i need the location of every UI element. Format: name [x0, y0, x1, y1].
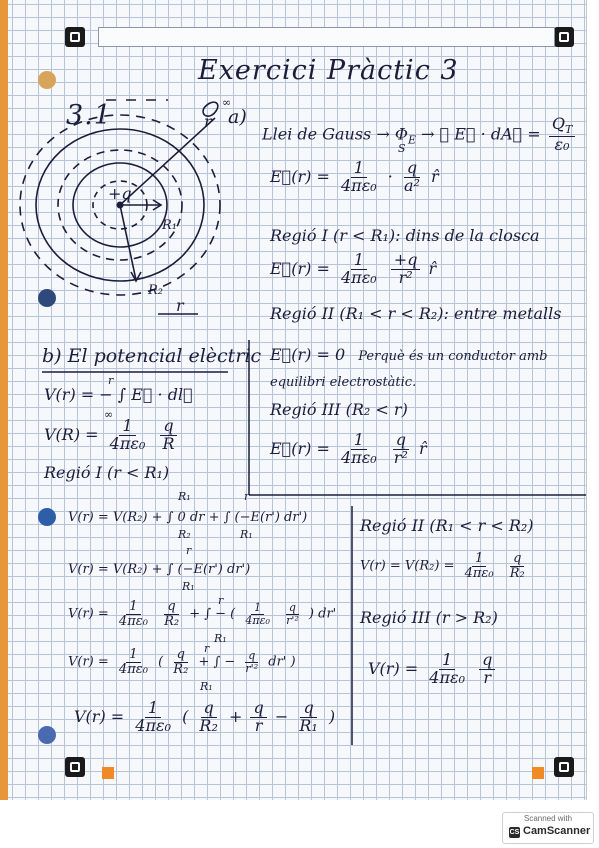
camscanner-name: CamScanner	[523, 825, 591, 837]
part-a-region2-equation	[270, 345, 547, 364]
region3-charge-fraction	[391, 432, 411, 467]
r1-line1-upper1: R₁	[178, 490, 191, 503]
r1-line2-lower: R₁	[182, 580, 195, 593]
r1-line4-charge-num: q	[174, 648, 188, 663]
gauss-arrow: →	[421, 124, 435, 144]
region2-note1: Perquè és un conductor amb	[358, 349, 548, 364]
r1-line1-lower2: R₁	[240, 528, 253, 541]
r1-line5-minus: −	[274, 706, 289, 726]
region1-charge-den: r²	[398, 267, 413, 287]
r1-line3-inner-constant	[242, 602, 273, 626]
r1-line4-lhs: V(r) =	[68, 654, 109, 670]
potential-at-R	[44, 418, 181, 453]
gauss-rhs-fraction	[549, 116, 575, 154]
r1-line4-inner-num: q	[245, 650, 258, 663]
r1-line5-plus: +	[228, 706, 243, 726]
r1-line4-constant	[116, 648, 151, 676]
r1-line5-term-b	[250, 700, 266, 735]
r3-charge	[479, 652, 495, 687]
region1-charge-num: +q	[391, 252, 421, 270]
page-title: Exercici Pràctic 3	[198, 55, 459, 86]
region1-lhs: E⃗(r) =	[270, 258, 330, 278]
r1-line3-lhs: V(r) =	[68, 606, 109, 622]
r1-line3-inner-q-den: r'²	[286, 613, 299, 627]
part-b-label: b) El potencial elèctric	[42, 345, 262, 367]
region3-rhat: r̂	[418, 438, 427, 458]
r1-line5-c-den: R₁	[299, 715, 318, 735]
region3-lhs: E⃗(r) =	[270, 438, 330, 458]
r1-line5-b-num: q	[250, 700, 266, 718]
r3-constant-num: 1	[439, 652, 455, 670]
camscanner-logo-icon: CS	[509, 829, 520, 836]
r1-line5-constant-den: 4πε₀	[135, 715, 171, 735]
r2-constant-den: 4πε₀	[464, 565, 494, 581]
r1-line5-lhs: V(r) =	[74, 706, 125, 726]
field-charge-num: q	[404, 160, 420, 178]
r1-line5-constant	[132, 700, 174, 735]
r1-line3	[68, 600, 336, 628]
r1-label: R₁	[162, 218, 177, 233]
vR-charge-den: R	[162, 433, 175, 453]
field-constant-fraction	[338, 160, 380, 195]
vR-lhs: V(R) =	[44, 424, 99, 444]
r1-line3-charge	[161, 600, 182, 628]
field-charge-fraction	[401, 160, 423, 195]
field-lhs: E⃗(r) =	[270, 166, 330, 186]
r1-line3-charge-den: R₂	[164, 613, 180, 629]
part-b-region3-equation	[368, 652, 498, 687]
vR-charge-num: q	[160, 418, 176, 436]
r1-line2: V(r) = V(R₂) + ∫ (−E(r') dr')	[68, 562, 251, 577]
r1-line5-constant-num: 1	[145, 700, 161, 718]
r1-line5-a-den: R₂	[199, 715, 218, 735]
region3-constant-num: 1	[351, 432, 367, 450]
field-constant-num: 1	[351, 160, 367, 178]
r1-line3-inner-charge	[283, 602, 302, 626]
part-b-region2-equation	[360, 552, 531, 580]
part-a-region3-label: Regió III (R₂ < r)	[270, 400, 408, 419]
r2-charge-num: q	[510, 552, 524, 567]
part-a-region1-label: Regió I (r < R₁): dins de la closca	[270, 226, 540, 245]
r1-line4-constant-den: 4πε₀	[118, 661, 148, 677]
r1-line4-open: (	[158, 654, 164, 670]
vR-constant-fraction	[107, 418, 149, 453]
r1-line3-constant-den: 4πε₀	[118, 613, 148, 629]
region2-note2: equilibri electrostàtic.	[270, 375, 417, 390]
gauss-rhs-num-sub: T	[564, 123, 573, 137]
r1-line3-inner-q-num: q	[286, 602, 299, 615]
r1-line2-upper: r	[186, 544, 192, 557]
r2-constant-num: 1	[472, 552, 486, 567]
part-a-region3-equation	[270, 432, 427, 467]
part-b-region2-label: Regió II (R₁ < r < R₂)	[360, 516, 534, 535]
r1-line3-upper: r	[218, 594, 224, 607]
part-a-label: a)	[228, 106, 247, 128]
r2-lhs: V(r) = V(R₂) =	[360, 558, 455, 574]
vR-constant-den: 4πε₀	[109, 433, 146, 453]
notebook-page	[8, 0, 587, 800]
field-constant-den: 4πε₀	[341, 175, 377, 195]
r1-line4	[68, 648, 296, 676]
part-b-region3-label: Regió III (r > R₂)	[360, 608, 498, 627]
gauss-prefix: Llei de Gauss →	[262, 124, 390, 144]
r1-line5-b-den: r	[254, 715, 263, 735]
region3-charge-num: q	[393, 432, 409, 450]
r1-line3-tail: ) dr'	[308, 606, 337, 622]
charge-label: +q	[108, 184, 132, 203]
r1-line4-charge-den: R₂	[173, 661, 189, 677]
r1-line4-integral: + ∫ −	[198, 654, 236, 670]
r1-line1-upper2: r	[244, 490, 250, 503]
r1-line1: V(r) = V(R₂) + ∫ 0 dr + ∫ (−E(r') dr')	[68, 510, 308, 525]
r1-line4-lower: R₁	[200, 680, 213, 693]
r1-line3-constant	[116, 600, 151, 628]
r3-constant	[426, 652, 468, 687]
part-b-region1-label: Regió I (r < R₁)	[44, 463, 170, 482]
r2-constant	[462, 552, 497, 580]
r1-line5-term-a	[196, 700, 220, 735]
r3-constant-den: 4πε₀	[429, 667, 465, 687]
problem-number: 3.1	[66, 100, 112, 131]
field-charge-den: a²	[403, 175, 420, 195]
r1-line5-close: )	[328, 706, 336, 726]
region1-charge-fraction	[391, 252, 421, 287]
r1-line5-open: (	[182, 706, 189, 726]
region1-constant-fraction	[338, 252, 380, 287]
part-a-region2-label: Regió II (R₁ < r < R₂): entre metalls	[270, 304, 562, 323]
region1-constant-num: 1	[351, 252, 367, 270]
r-label: r	[176, 296, 184, 315]
field-equation: E⃗(r) = $\frac{1}{\text{4πε₀}}$ · $\frac{q}{\text{a²}}$ r̂	[270, 158, 439, 195]
r1-line3-inner-num: 1	[251, 602, 264, 615]
def-lhs: V(r) = −	[44, 385, 113, 404]
r1-line4-tail: dr' )	[268, 654, 296, 670]
potential-definition	[44, 385, 193, 404]
r3-charge-den: r	[483, 667, 492, 687]
gauss-integral: ∮ E⃗ · dA⃗ =	[439, 124, 541, 144]
gauss-law-line	[262, 116, 578, 154]
scanned-with-text: Scanned with	[523, 814, 573, 823]
r2-charge	[507, 552, 528, 580]
r-arrow-line	[120, 118, 215, 205]
vR-constant-num: 1	[119, 418, 135, 436]
r1-line5-c-num: q	[300, 700, 316, 718]
vR-charge-fraction	[159, 418, 177, 453]
r3-charge-num: q	[479, 652, 495, 670]
camscanner-badge	[502, 812, 594, 844]
gauss-flux-sub: E	[407, 133, 416, 147]
region1-rhat: r̂	[428, 258, 437, 278]
gauss-rhs-den: ε₀	[554, 134, 570, 154]
region1-constant-den: 4πε₀	[341, 267, 377, 287]
region3-constant-fraction	[338, 432, 380, 467]
r3-lhs: V(r) =	[368, 658, 419, 678]
r1-line1-lower1: R₂	[178, 528, 191, 541]
region3-constant-den: 4πε₀	[341, 447, 377, 467]
r1-line3-inner-den: 4πε₀	[245, 613, 270, 627]
r2-charge-den: R₂	[509, 565, 525, 581]
infinity-label: ∞	[222, 96, 232, 109]
r1-line4-charge	[170, 648, 191, 676]
r1-line5-a-num: q	[201, 700, 217, 718]
r1-line4-constant-num: 1	[126, 648, 140, 663]
part-a-region1-equation	[270, 252, 436, 287]
gauss-flux: Φ	[394, 124, 408, 144]
def-upper-limit: r	[108, 374, 114, 387]
r1-line5-term-c	[296, 700, 320, 735]
r1-line3-lower: R₁	[214, 632, 227, 645]
r2-arrow-line	[120, 205, 136, 280]
gauss-rhs-num: Q	[551, 114, 565, 133]
field-rhat: r̂	[431, 166, 439, 186]
r1-line3-constant-num: 1	[126, 600, 140, 615]
r1-line5	[74, 700, 335, 735]
gauss-surface: S	[398, 142, 406, 155]
def-integral: ∫ E⃗ · dl⃗	[117, 385, 193, 404]
r-label-top: r	[204, 112, 212, 131]
r2-label: R₂	[148, 283, 163, 298]
r1-line3-integral: + ∫ − (	[189, 606, 236, 622]
r1-line4-inner-den: r'²	[245, 661, 259, 675]
region3-charge-den: r²	[393, 447, 408, 467]
binder-strip	[0, 0, 8, 800]
r1-line3-charge-num: q	[164, 600, 178, 615]
def-lower-limit: ∞	[104, 408, 114, 421]
region2-eq: E⃗(r) = 0	[270, 345, 346, 364]
r1-line4-inner	[242, 650, 261, 674]
r1-line4-upper: r	[204, 642, 210, 655]
